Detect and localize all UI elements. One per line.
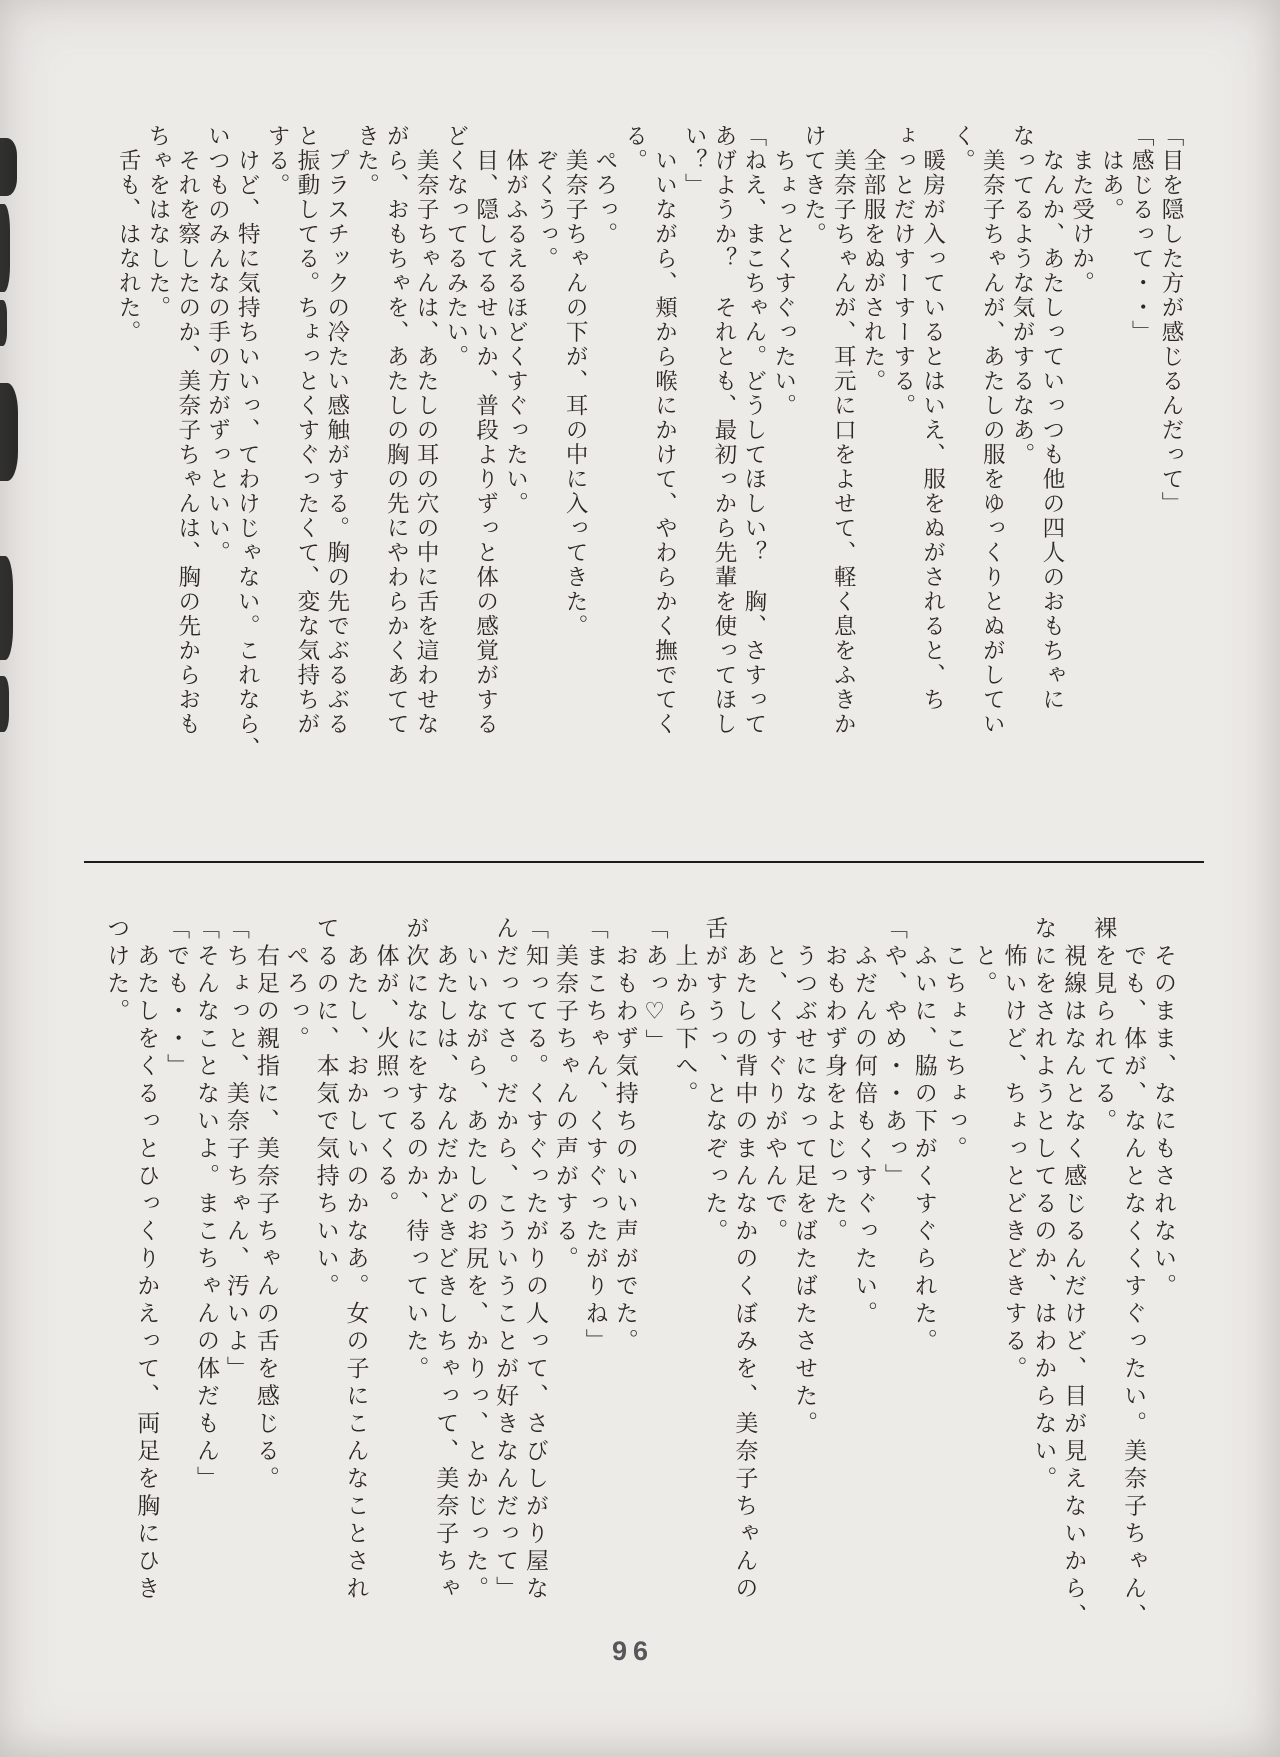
text-column: 舌がすうっ、となぞった。 [702, 916, 728, 1246]
scan-smudge [0, 138, 17, 196]
text-column: なってるような気がするなあ。 [1010, 124, 1036, 467]
text-column: ょっとだけすーすーする。 [890, 124, 916, 418]
scan-smudge [0, 556, 13, 660]
text-column: あげようか？ それとも、最初っから先輩を使ってほし [712, 124, 738, 737]
text-column: けど、特に気持ちいいっ、てわけじゃない。これなら、 [235, 124, 261, 761]
text-column: なんか、あたしっていっつも他の四人のおもちゃに [1039, 124, 1065, 712]
text-column: と振動してる。ちょっとくすぐったくて、変な気持ちが [294, 124, 320, 737]
text-block-top [113, 124, 1186, 772]
text-column: 「目を隠した方が感じるんだって」 [1159, 124, 1184, 516]
text-column: ぞくうっ。 [533, 124, 559, 271]
text-column: 美奈子ちゃんが、あたしの服をゆっくりとぬがしてい [980, 124, 1006, 737]
scan-smudge [0, 383, 18, 481]
text-column: 美奈子ちゃんは、あたしの耳の穴の中に舌を這わせな [414, 124, 440, 737]
scan-smudge [0, 204, 10, 292]
text-column: それを察したのか、美奈子ちゃんは、胸の先からおも [175, 124, 201, 737]
text-column: ぺろっ。 [283, 916, 309, 1054]
text-column: こちょこちょっ。 [941, 916, 967, 1164]
text-column: 暖房が入っているとはいえ、服をぬがされると、ち [920, 124, 946, 712]
text-column: がら、おもちゃを、あたしの胸の先にやわらかくあてて [384, 124, 410, 737]
text-column: と。 [971, 916, 997, 999]
text-column: ぺろっ。 [592, 124, 618, 247]
text-column: おもわず気持ちのいい声がでた。 [612, 916, 638, 1356]
text-column: 舌も、はなれた。 [116, 124, 142, 345]
text-column: 目、隠してるせいか、普段よりずっと体の感覚がする [473, 124, 499, 737]
text-column: てるのに、本気で気持ちいい。 [313, 916, 339, 1301]
page-number: 96 [612, 1636, 655, 1666]
text-column: い？」 [682, 124, 708, 198]
text-column: ちゃをはなした。 [145, 124, 171, 320]
text-column: あたしは、なんだかどきどきしちゃって、美奈子ちゃ [433, 916, 459, 1604]
text-column: と、くすぐりがやんで。 [762, 916, 788, 1246]
text-column: 全部服をぬがされた。 [861, 124, 887, 394]
text-column: 体がふるえるほどくすぐったい。 [503, 124, 529, 516]
text-column: いいながら、頬から喉にかけて、やわらかく撫でてく [652, 124, 678, 737]
text-column: おもわず身をよじった。 [822, 916, 848, 1246]
text-column: 「感じるって・・」 [1129, 124, 1155, 345]
text-column: 上から下へ。 [672, 916, 698, 1109]
text-column: プラスチックの冷たい感触がする。胸の先でぶるぶる [324, 124, 350, 737]
text-column: いつものみんなの手の方がずっといい。 [205, 124, 231, 565]
text-column: ふいに、脇の下がくすぐられた。 [911, 916, 937, 1356]
text-column: する。 [265, 124, 291, 198]
scan-smudge [0, 676, 9, 732]
text-column: 体が、火照ってくる。 [373, 916, 399, 1219]
text-column: 怖いけど、ちょっとどきどきする。 [1001, 916, 1027, 1384]
text-column: る。 [622, 124, 648, 173]
text-block-bottom [101, 916, 1178, 1664]
text-column: ふだんの何倍もくすぐったい。 [851, 916, 877, 1329]
text-column: 「でも・・」 [164, 916, 190, 1081]
text-column: 「ちょっと、美奈子ちゃん、汚いよ」 [223, 916, 249, 1384]
text-column: あたし、おかしいのかなあ。女の子にこんなことされ [343, 916, 369, 1604]
text-column: ちょっとくすぐったい。 [771, 124, 797, 418]
text-column: そのまま、なにもされない。 [1151, 916, 1176, 1301]
scan-smudge [0, 300, 7, 346]
text-column: きた。 [354, 124, 380, 198]
text-column: どくなってるみたい。 [443, 124, 469, 369]
text-column: あたしをくるっとひっくりかえって、両足を胸にひき [134, 916, 160, 1604]
text-column: 「まこちゃん、くすぐったがりね」 [582, 916, 608, 1356]
text-column: また受けか。 [1069, 124, 1095, 296]
text-column: 視線はなんとなく感じるんだけど、目が見えないから、 [1061, 916, 1087, 1631]
text-column: が次になにをするのか、待っていた。 [403, 916, 429, 1384]
text-column: 「や、やめ・・あっ」 [881, 916, 907, 1191]
text-column: 「そんなことないよ。まこちゃんの体だもん」 [194, 916, 219, 1494]
text-column: 右足の親指に、美奈子ちゃんの舌を感じる。 [253, 916, 279, 1494]
text-column: 「知ってる。くすぐったがりの人って、さびしがり屋な [522, 916, 548, 1604]
text-column: 「ねえ、まこちゃん。どうしてほしい？ 胸、さすって [741, 124, 767, 737]
text-column: 美奈子ちゃんの下が、耳の中に入ってきた。 [563, 124, 589, 639]
text-column: けてきた。 [801, 124, 827, 247]
text-column: 美奈子ちゃんの声がする。 [552, 916, 578, 1274]
text-column: なにをされようとしてるのか、はわからない。 [1031, 916, 1057, 1494]
text-column: うつぶせになって足をばたばたさせた。 [792, 916, 818, 1439]
text-column: く。 [950, 124, 976, 173]
section-divider [84, 861, 1204, 863]
text-column: でも、体が、なんとなくくすぐったい。美奈子ちゃん、 [1121, 916, 1147, 1631]
text-column: 裸を見られてる。 [1091, 916, 1117, 1136]
text-column: はあ。 [1099, 124, 1125, 222]
text-column: あたしの背中のまんなかのくぼみを、美奈子ちゃんの [732, 916, 758, 1604]
text-column: んだってさ。だから、こういうことが好きなんだって」 [493, 916, 519, 1604]
text-column: 「あっ♡」 [642, 916, 668, 1057]
text-column: つけた。 [104, 916, 130, 1026]
text-column: いいながら、あたしのお尻を、かりっ、とかじった。 [463, 916, 489, 1604]
text-column: 美奈子ちゃんが、耳元に口をよせて、軽く息をふきか [831, 124, 857, 737]
